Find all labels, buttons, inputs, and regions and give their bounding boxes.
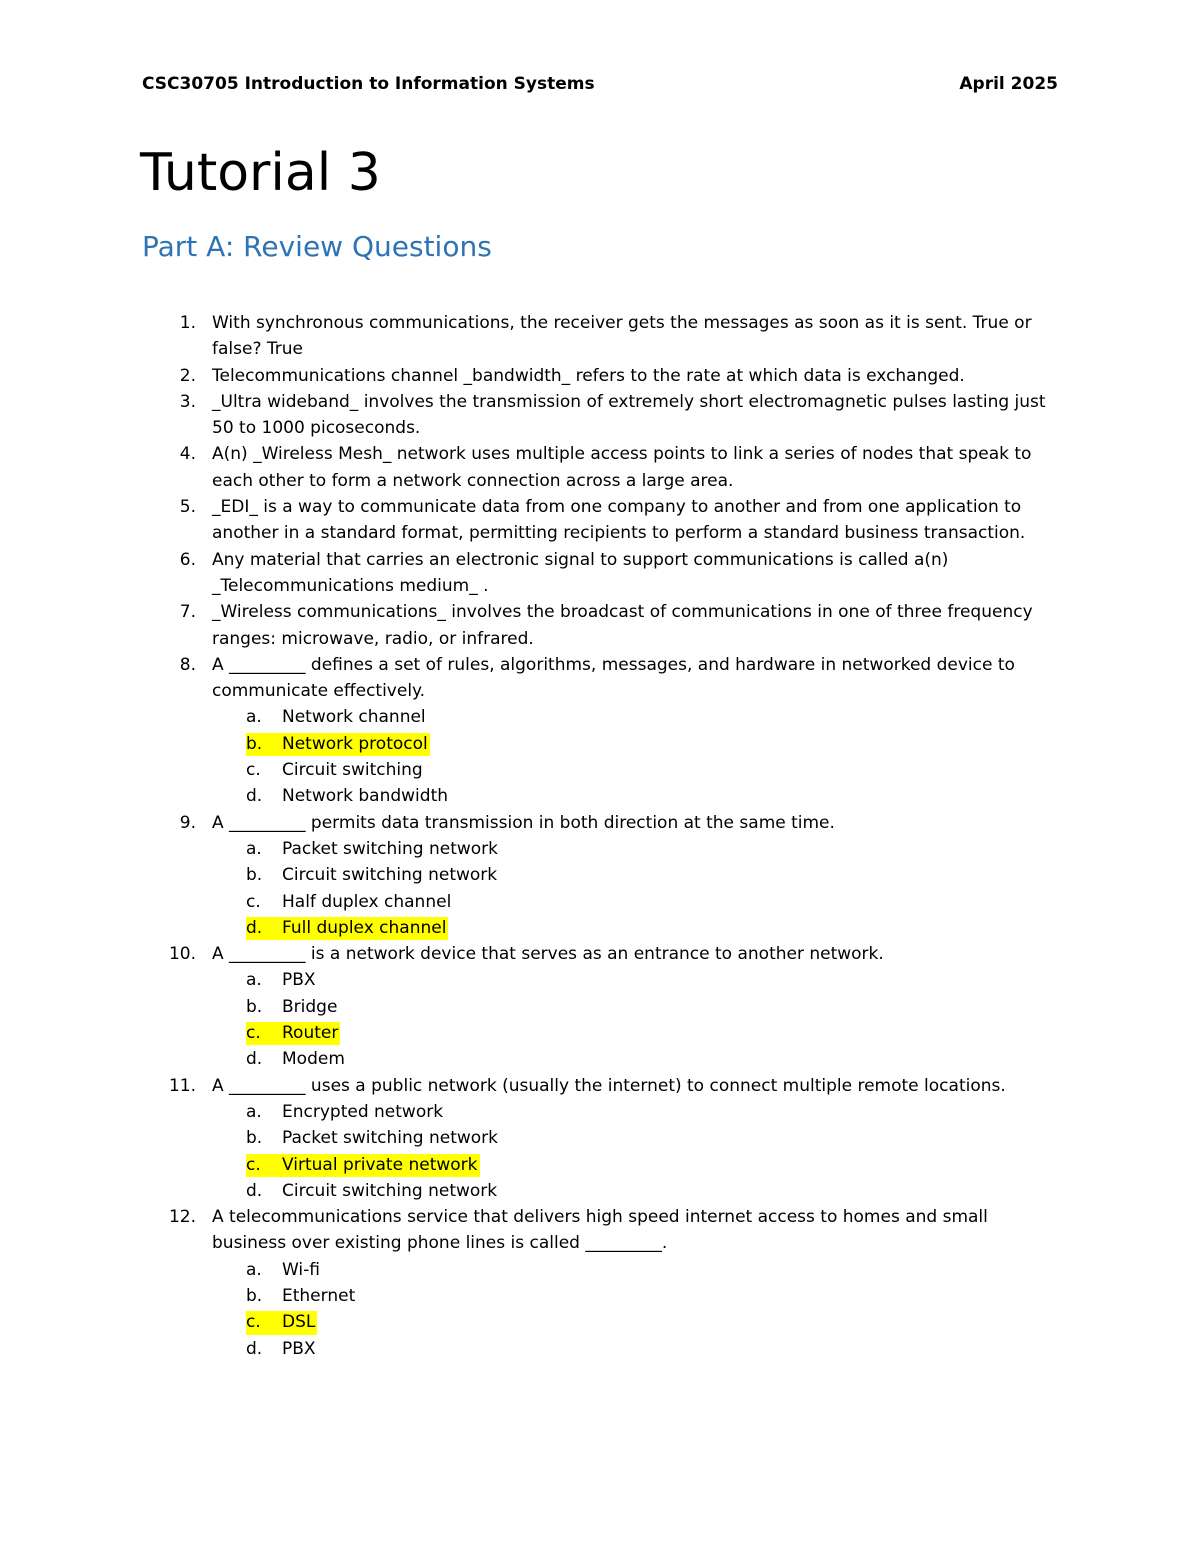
question-item xyxy=(0,441,1200,494)
option-text: Packet switching network xyxy=(282,838,499,859)
answer-option xyxy=(212,783,1060,809)
question-list xyxy=(0,310,1200,1362)
question-number: 8. xyxy=(179,654,196,675)
option-text: Packet switching network xyxy=(282,1128,499,1149)
question-item xyxy=(0,1073,1200,1204)
header-date: April 2025 xyxy=(959,74,1058,94)
option-text: Bridge xyxy=(282,996,338,1017)
answer-option xyxy=(212,1125,1060,1151)
question-item xyxy=(0,1204,1200,1362)
answer-option-highlighted xyxy=(212,1309,1060,1335)
question-item xyxy=(0,547,1200,600)
option-letter: d. xyxy=(246,786,263,807)
section-heading: Part A: Review Questions xyxy=(142,230,492,263)
option-letter: a. xyxy=(246,707,262,728)
answer-option xyxy=(212,1099,1060,1125)
option-text: Full duplex channel xyxy=(282,917,447,938)
course-name: CSC30705 Introduction to Information Systems xyxy=(142,74,595,94)
answer-option xyxy=(212,967,1060,993)
question-item xyxy=(0,941,1200,1072)
option-text: Circuit switching network xyxy=(282,1180,498,1201)
question-number: 3. xyxy=(179,391,196,412)
option-list xyxy=(212,967,1060,1072)
question-number: 6. xyxy=(179,549,196,570)
option-letter: a. xyxy=(246,970,262,991)
option-list xyxy=(212,704,1060,809)
question-text: A(n) _Wireless Mesh_ network uses multiple access points to link a series of nodes that speak to each other to form a network connection across a large area. xyxy=(212,444,1032,491)
option-text: Network protocol xyxy=(282,733,428,754)
question-text: _EDI_ is a way to communicate data from one company to another and from one application to another in a standard format, permitting recipients to perform a standard business transaction. xyxy=(212,497,1026,544)
option-text: Virtual private network xyxy=(282,1154,478,1175)
question-number: 7. xyxy=(179,602,196,623)
answer-option xyxy=(212,1046,1060,1072)
option-letter: d. xyxy=(246,1049,263,1070)
option-letter: a. xyxy=(246,1101,262,1122)
option-text: Wi-fi xyxy=(282,1259,321,1280)
option-letter: d. xyxy=(246,917,263,938)
option-text: Network bandwidth xyxy=(282,786,449,807)
option-text: Router xyxy=(282,1023,339,1044)
question-number: 9. xyxy=(179,812,196,833)
answer-option xyxy=(212,704,1060,730)
answer-option xyxy=(212,1178,1060,1204)
option-letter: c. xyxy=(246,1154,261,1175)
option-text: Circuit switching network xyxy=(282,865,498,886)
document-title: Tutorial 3 xyxy=(140,143,381,203)
question-text: Any material that carries an electronic signal to support communications is called a(n) _Telecommunications medium_ . xyxy=(212,549,949,596)
question-item xyxy=(0,494,1200,547)
option-letter: b. xyxy=(246,1285,263,1306)
option-text: Circuit switching xyxy=(282,760,423,781)
option-letter: c. xyxy=(246,1312,261,1333)
answer-option xyxy=(212,889,1060,915)
question-text: A _________ permits data transmission in both direction at the same time. xyxy=(212,812,835,833)
option-letter: d. xyxy=(246,1338,263,1359)
answer-option xyxy=(212,1283,1060,1309)
question-item xyxy=(0,363,1200,389)
answer-option xyxy=(212,1336,1060,1362)
option-text: Ethernet xyxy=(282,1285,356,1306)
answer-option-highlighted xyxy=(212,915,1060,941)
question-number: 10. xyxy=(168,944,196,965)
question-number: 12. xyxy=(168,1207,196,1228)
answer-option-highlighted xyxy=(212,1152,1060,1178)
option-text: PBX xyxy=(282,1338,316,1359)
option-text: Modem xyxy=(282,1049,345,1070)
question-number: 5. xyxy=(179,497,196,518)
question-number: 4. xyxy=(179,444,196,465)
answer-option-highlighted xyxy=(212,1020,1060,1046)
option-list xyxy=(212,836,1060,941)
option-letter: b. xyxy=(246,996,263,1017)
question-item xyxy=(0,599,1200,652)
question-text: A _________ is a network device that serves as an entrance to another network. xyxy=(212,944,884,965)
option-letter: c. xyxy=(246,1023,261,1044)
question-item xyxy=(0,652,1200,810)
question-text: A _________ defines a set of rules, algorithms, messages, and hardware in networked device to communicate effectively. xyxy=(212,654,1015,702)
option-letter: a. xyxy=(246,1259,262,1280)
option-letter: b. xyxy=(246,865,263,886)
option-list xyxy=(212,1099,1060,1204)
question-number: 2. xyxy=(179,365,196,386)
option-letter: c. xyxy=(246,760,261,781)
option-text: Half duplex channel xyxy=(282,891,452,912)
answer-option xyxy=(212,1257,1060,1283)
option-letter: b. xyxy=(246,733,263,754)
question-number: 11. xyxy=(168,1075,196,1096)
question-text: A _________ uses a public network (usually the internet) to connect multiple remote locations. xyxy=(212,1075,1006,1096)
question-text: _Ultra wideband_ involves the transmission of extremely short electromagnetic pulses lasting just 50 to 1000 picoseconds. xyxy=(212,391,1046,439)
option-letter: b. xyxy=(246,1128,263,1149)
answer-option xyxy=(212,862,1060,888)
question-text: Telecommunications channel _bandwidth_ refers to the rate at which data is exchanged. xyxy=(212,365,965,386)
answer-option xyxy=(212,836,1060,862)
question-number: 1. xyxy=(179,313,196,333)
answer-option xyxy=(212,994,1060,1020)
question-text: A telecommunications service that delivers high speed internet access to homes and small business over existing phone lines is called _________. xyxy=(212,1207,988,1254)
question-text: With synchronous communications, the receiver gets the messages as soon as it is sent. True or false? True xyxy=(212,313,1032,360)
answer-option xyxy=(212,757,1060,783)
option-text: Encrypted network xyxy=(282,1101,444,1122)
option-text: Network channel xyxy=(282,707,426,728)
question-item xyxy=(0,810,1200,941)
option-letter: c. xyxy=(246,891,261,912)
option-text: DSL xyxy=(282,1312,316,1333)
option-list xyxy=(212,1257,1060,1362)
question-item xyxy=(0,310,1200,363)
question-item xyxy=(0,389,1200,442)
option-letter: a. xyxy=(246,838,262,859)
page-header xyxy=(142,72,1058,96)
question-text: _Wireless communications_ involves the broadcast of communications in one of three frequency ranges: microwave, radio, or infrared. xyxy=(212,602,1033,649)
option-letter: d. xyxy=(246,1180,263,1201)
option-text: PBX xyxy=(282,970,316,991)
answer-option-highlighted xyxy=(212,731,1060,757)
